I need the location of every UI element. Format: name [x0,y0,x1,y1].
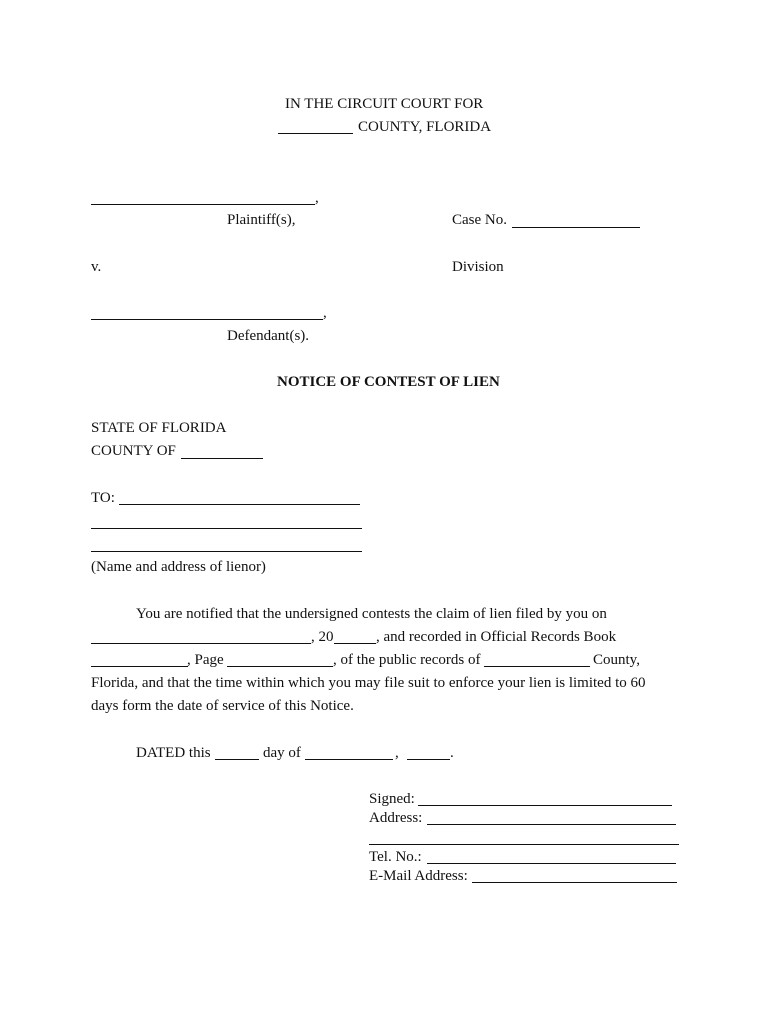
plaintiff-comma: , [315,190,319,206]
recorded-text: , and recorded in Official Records Book [376,629,617,645]
county-of-label: COUNTY OF [91,443,176,459]
telephone-line[interactable] [427,863,676,864]
plaintiff-name-line[interactable] [91,204,315,205]
signed-label: Signed: [369,791,415,807]
page-number-line[interactable] [227,666,333,667]
county-text: County, [593,652,640,668]
body-line-4: Florida, and that the time within which you may file suit to enforce your lien is limited to 60 [91,675,646,691]
address-line-2[interactable] [369,844,679,845]
dated-period: . [450,745,454,761]
state-label: STATE OF FLORIDA [91,420,227,436]
body-line-5: days form the date of service of this Notice. [91,698,354,714]
telephone-label: Tel. No.: [369,849,422,865]
day-of-text: day of [263,745,301,761]
signature-line[interactable] [418,805,672,806]
county-blank-line[interactable] [278,133,353,134]
defendant-name-line[interactable] [91,319,323,320]
public-records-text: , of the public records of [333,652,481,668]
body-line-1: You are notified that the undersigned contests the claim of lien filed by you on [136,606,607,622]
versus-text: v. [91,259,102,275]
county-of-line[interactable] [181,458,263,459]
case-number-line[interactable] [512,227,640,228]
dated-label: DATED this [136,745,211,761]
case-number-label: Case No. [452,212,507,228]
year-line[interactable] [334,643,376,644]
lienor-name-line[interactable] [119,504,360,505]
page-text: , Page [187,652,224,668]
to-label: TO: [91,490,115,506]
dated-comma: , [395,745,399,761]
dated-month-line[interactable] [305,759,393,760]
address-line-1[interactable] [427,824,676,825]
defendant-label: Defendant(s). [227,328,310,344]
county-state-heading: COUNTY, FLORIDA [358,119,492,135]
dated-day-line[interactable] [215,759,259,760]
records-book-line[interactable] [91,666,188,667]
lienor-address-line-2[interactable] [91,551,362,552]
defendant-comma: , [323,305,327,321]
records-county-line[interactable] [484,666,590,667]
plaintiff-label: Plaintiff(s), [227,212,296,228]
lienor-address-line-1[interactable] [91,528,362,529]
lien-date-line[interactable] [91,643,311,644]
lienor-note: (Name and address of lienor) [91,559,266,575]
email-line[interactable] [472,882,677,883]
document-title: NOTICE OF CONTEST OF LIEN [277,374,500,390]
address-label: Address: [369,810,423,826]
year-prefix: , 20 [311,629,334,645]
court-heading: IN THE CIRCUIT COURT FOR [285,96,484,112]
dated-year-line[interactable] [407,759,450,760]
division-label: Division [452,259,504,275]
email-label: E-Mail Address: [369,868,468,884]
